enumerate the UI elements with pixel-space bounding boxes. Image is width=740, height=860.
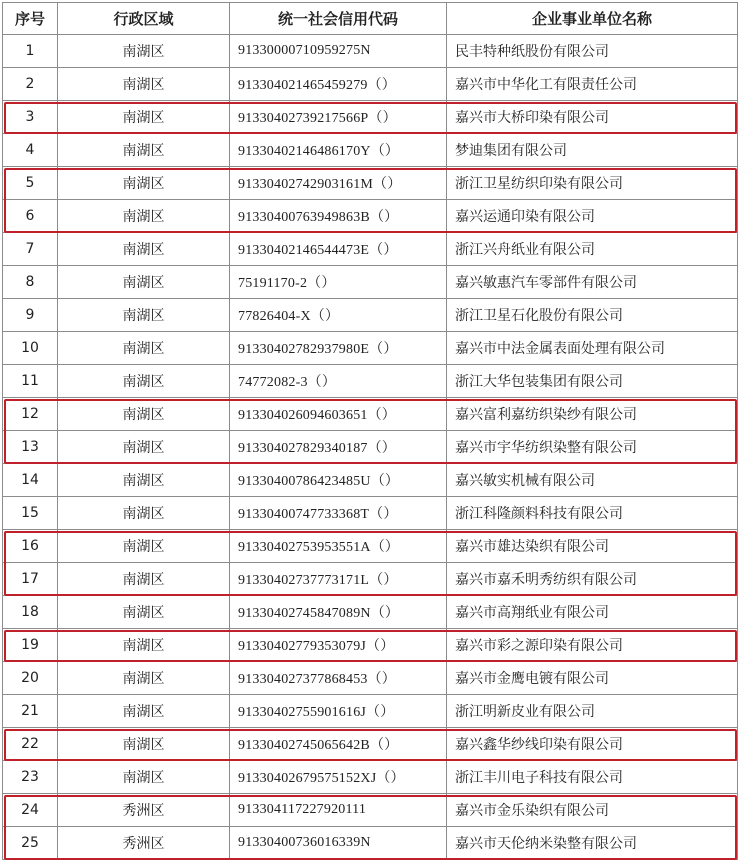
- cell-no: 18: [3, 596, 58, 629]
- cell-name: 嘉兴敏实机械有限公司: [447, 464, 738, 497]
- cell-no: 22: [3, 728, 58, 761]
- header-name: 企业事业单位名称: [447, 3, 738, 35]
- cell-district: 南湖区: [58, 68, 230, 101]
- cell-code: 91330400763949863B（）: [230, 200, 447, 233]
- cell-code: 91330402146544473E（）: [230, 233, 447, 266]
- cell-no: 15: [3, 497, 58, 530]
- cell-code: 91330402742903161M（）: [230, 167, 447, 200]
- table-row: [3, 464, 738, 497]
- table-row: [3, 332, 738, 365]
- cell-no: 2: [3, 68, 58, 101]
- cell-district: 南湖区: [58, 431, 230, 464]
- enterprise-table: [2, 2, 738, 860]
- cell-no: 20: [3, 662, 58, 695]
- cell-no: 13: [3, 431, 58, 464]
- cell-name: 浙江丰川电子科技有限公司: [447, 761, 738, 794]
- cell-name: 嘉兴市大桥印染有限公司: [447, 101, 738, 134]
- cell-name: 嘉兴运通印染有限公司: [447, 200, 738, 233]
- cell-no: 25: [3, 827, 58, 860]
- cell-district: 南湖区: [58, 233, 230, 266]
- cell-code: 913304027377868453（）: [230, 662, 447, 695]
- cell-no: 24: [3, 794, 58, 827]
- table-row: [3, 266, 738, 299]
- cell-district: 南湖区: [58, 266, 230, 299]
- cell-code: 91330400736016339N: [230, 827, 447, 860]
- cell-district: 南湖区: [58, 497, 230, 530]
- cell-code: 91330402782937980E（）: [230, 332, 447, 365]
- cell-district: 南湖区: [58, 761, 230, 794]
- table-row: [3, 761, 738, 794]
- cell-code: 91330400747733368T（）: [230, 497, 447, 530]
- table-row: [3, 563, 738, 596]
- cell-name: 浙江兴舟纸业有限公司: [447, 233, 738, 266]
- table-row: [3, 596, 738, 629]
- cell-name: 嘉兴市宇华纺织染整有限公司: [447, 431, 738, 464]
- cell-name: 浙江明新皮业有限公司: [447, 695, 738, 728]
- cell-district: 南湖区: [58, 596, 230, 629]
- cell-district: 秀洲区: [58, 827, 230, 860]
- cell-no: 12: [3, 398, 58, 431]
- cell-code: 74772082-3（）: [230, 365, 447, 398]
- cell-no: 5: [3, 167, 58, 200]
- cell-district: 南湖区: [58, 662, 230, 695]
- cell-name: 嘉兴市嘉禾明秀纺织有限公司: [447, 563, 738, 596]
- cell-code: 91330402146486170Y（）: [230, 134, 447, 167]
- table-row: [3, 794, 738, 827]
- cell-no: 11: [3, 365, 58, 398]
- cell-district: 南湖区: [58, 167, 230, 200]
- cell-name: 民丰特种纸股份有限公司: [447, 35, 738, 68]
- cell-name: 嘉兴市高翔纸业有限公司: [447, 596, 738, 629]
- cell-code: 91330000710959275N: [230, 35, 447, 68]
- cell-no: 10: [3, 332, 58, 365]
- cell-name: 嘉兴敏惠汽车零部件有限公司: [447, 266, 738, 299]
- cell-name: 浙江卫星纺织印染有限公司: [447, 167, 738, 200]
- cell-no: 9: [3, 299, 58, 332]
- cell-name: 嘉兴市天伦纳米染整有限公司: [447, 827, 738, 860]
- cell-name: 嘉兴市彩之源印染有限公司: [447, 629, 738, 662]
- cell-no: 4: [3, 134, 58, 167]
- cell-no: 21: [3, 695, 58, 728]
- cell-code: 91330402745847089N（）: [230, 596, 447, 629]
- table-row: [3, 68, 738, 101]
- cell-code: 91330400786423485U（）: [230, 464, 447, 497]
- cell-code: 91330402679575152XJ（）: [230, 761, 447, 794]
- cell-district: 南湖区: [58, 563, 230, 596]
- cell-name: 嘉兴富利嘉纺织染纱有限公司: [447, 398, 738, 431]
- header-row: [3, 3, 738, 35]
- table-row: [3, 497, 738, 530]
- table-row: [3, 101, 738, 134]
- cell-code: 913304021465459279（）: [230, 68, 447, 101]
- cell-no: 19: [3, 629, 58, 662]
- cell-name: 嘉兴市雄达染织有限公司: [447, 530, 738, 563]
- cell-no: 23: [3, 761, 58, 794]
- header-code: 统一社会信用代码: [230, 3, 447, 35]
- header-district: 行政区域: [58, 3, 230, 35]
- cell-code: 913304027829340187（）: [230, 431, 447, 464]
- cell-name: 嘉兴市金乐染织有限公司: [447, 794, 738, 827]
- cell-district: 南湖区: [58, 299, 230, 332]
- cell-district: 南湖区: [58, 629, 230, 662]
- table-row: [3, 398, 738, 431]
- cell-code: 75191170-2（）: [230, 266, 447, 299]
- cell-code: 91330402739217566P（）: [230, 101, 447, 134]
- cell-name: 浙江科隆颜料科技有限公司: [447, 497, 738, 530]
- table-row: [3, 233, 738, 266]
- header-no: 序号: [3, 3, 58, 35]
- cell-code: 77826404-X（）: [230, 299, 447, 332]
- table-row: [3, 299, 738, 332]
- cell-district: 南湖区: [58, 332, 230, 365]
- cell-code: 91330402755901616J（）: [230, 695, 447, 728]
- table-row: [3, 134, 738, 167]
- cell-no: 8: [3, 266, 58, 299]
- cell-district: 南湖区: [58, 35, 230, 68]
- cell-code: 91330402779353079J（）: [230, 629, 447, 662]
- table-row: [3, 695, 738, 728]
- cell-no: 14: [3, 464, 58, 497]
- table-row: [3, 167, 738, 200]
- table-row: [3, 662, 738, 695]
- cell-code: 913304117227920111: [230, 794, 447, 827]
- cell-district: 南湖区: [58, 365, 230, 398]
- cell-code: 913304026094603651（）: [230, 398, 447, 431]
- cell-code: 91330402737773171L（）: [230, 563, 447, 596]
- cell-name: 嘉兴鑫华纱线印染有限公司: [447, 728, 738, 761]
- cell-no: 6: [3, 200, 58, 233]
- cell-district: 南湖区: [58, 200, 230, 233]
- table-row: [3, 431, 738, 464]
- cell-name: 梦迪集团有限公司: [447, 134, 738, 167]
- cell-name: 嘉兴市中法金属表面处理有限公司: [447, 332, 738, 365]
- cell-no: 3: [3, 101, 58, 134]
- cell-name: 浙江大华包装集团有限公司: [447, 365, 738, 398]
- table-row: [3, 530, 738, 563]
- cell-district: 南湖区: [58, 134, 230, 167]
- cell-no: 17: [3, 563, 58, 596]
- cell-district: 南湖区: [58, 101, 230, 134]
- cell-code: 91330402753953551A（）: [230, 530, 447, 563]
- table-row: [3, 365, 738, 398]
- cell-no: 1: [3, 35, 58, 68]
- table-row: [3, 200, 738, 233]
- cell-district: 南湖区: [58, 530, 230, 563]
- table-row: [3, 629, 738, 662]
- cell-district: 南湖区: [58, 728, 230, 761]
- cell-name: 嘉兴市中华化工有限责任公司: [447, 68, 738, 101]
- cell-no: 16: [3, 530, 58, 563]
- cell-name: 嘉兴市金鹰电镀有限公司: [447, 662, 738, 695]
- table-row: [3, 35, 738, 68]
- cell-district: 南湖区: [58, 398, 230, 431]
- cell-code: 91330402745065642B（）: [230, 728, 447, 761]
- cell-district: 南湖区: [58, 695, 230, 728]
- cell-name: 浙江卫星石化股份有限公司: [447, 299, 738, 332]
- table-row: [3, 827, 738, 860]
- cell-district: 南湖区: [58, 464, 230, 497]
- cell-no: 7: [3, 233, 58, 266]
- cell-district: 秀洲区: [58, 794, 230, 827]
- table-row: [3, 728, 738, 761]
